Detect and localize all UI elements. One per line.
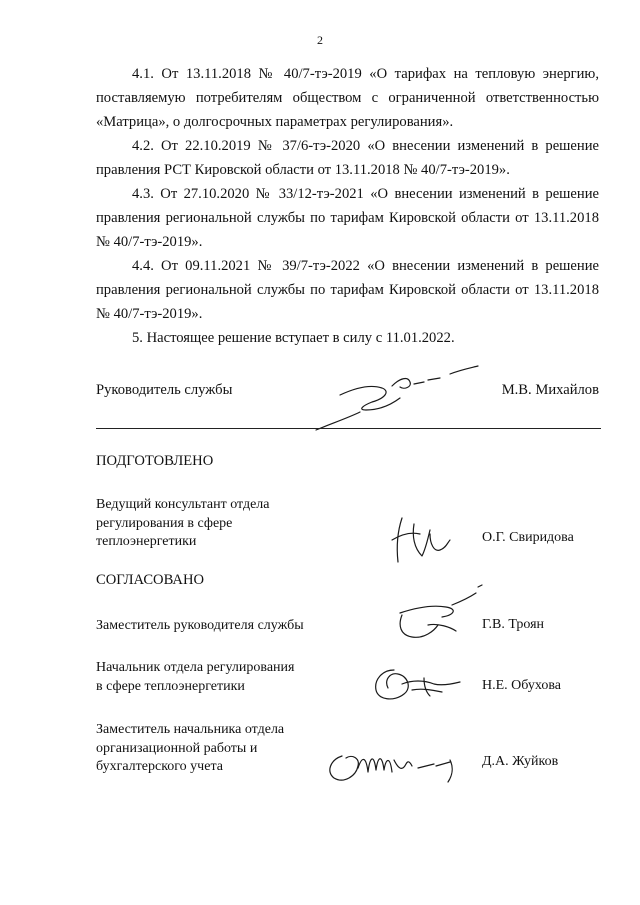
signer-3-position: Заместитель начальника отдела организационной работы и бухгалтерского учета — [96, 722, 285, 774]
prepared-name: О.Г. Свиридова — [482, 530, 574, 545]
head-position: Руководитель службы — [96, 382, 233, 398]
prepared-signature — [378, 510, 458, 570]
paragraph-5: 5. Настоящее решение вступает в силу с 11.01.2022. — [132, 330, 455, 346]
signer-1-position: Заместитель руководителя службы — [96, 618, 304, 633]
agreed-heading: СОГЛАСОВАНО — [96, 572, 205, 588]
paragraph-4-2: 4.2. От 22.10.2019 № 37/6-тэ-2020 «О внесении изменений в решение правления РСТ Кировской области от 13.11.2018 № 40/7-тэ-2019». — [96, 138, 599, 178]
signer-3-signature — [322, 742, 472, 788]
prepared-position: Ведущий консультант отдела регулирования в сфере теплоэнергетики — [96, 497, 270, 549]
signer-3-name: Д.А. Жуйков — [482, 754, 559, 769]
paragraph-4-3: 4.3. От 27.10.2020 № 33/12-тэ-2021 «О внесении изменений в решение правления региональной службы по тарифам Кировской области от 13.11.2018 № 40/7-тэ-2019». — [96, 186, 599, 250]
paragraph-4-1: 4.1. От 13.11.2018 № 40/7-тэ-2019 «О тарифах на тепловую энергию, поставляемую потребителям обществом с ограниченной ответственностью «Матрица», о долгосрочных параметрах регулирования». — [96, 66, 599, 130]
decision-text — [96, 62, 599, 350]
signer-2-position: Начальник отдела регулирования в сфере теплоэнергетики — [96, 660, 295, 694]
prepared-heading: ПОДГОТОВЛЕНО — [96, 453, 214, 469]
signature-divider — [96, 428, 601, 429]
head-signature — [300, 360, 500, 435]
signer-2-signature — [368, 662, 468, 704]
signer-1-signature — [388, 585, 488, 645]
signer-1-name: Г.В. Троян — [482, 617, 545, 632]
head-name: М.В. Михайлов — [501, 382, 599, 398]
signer-2-name: Н.Е. Обухова — [482, 678, 561, 693]
page-number: 2 — [317, 33, 323, 47]
paragraph-4-4: 4.4. От 09.11.2021 № 39/7-тэ-2022 «О внесении изменений в решение правления региональной службы по тарифам Кировской области от 13.11.2018 № 40/7-тэ-2019». — [96, 258, 599, 322]
